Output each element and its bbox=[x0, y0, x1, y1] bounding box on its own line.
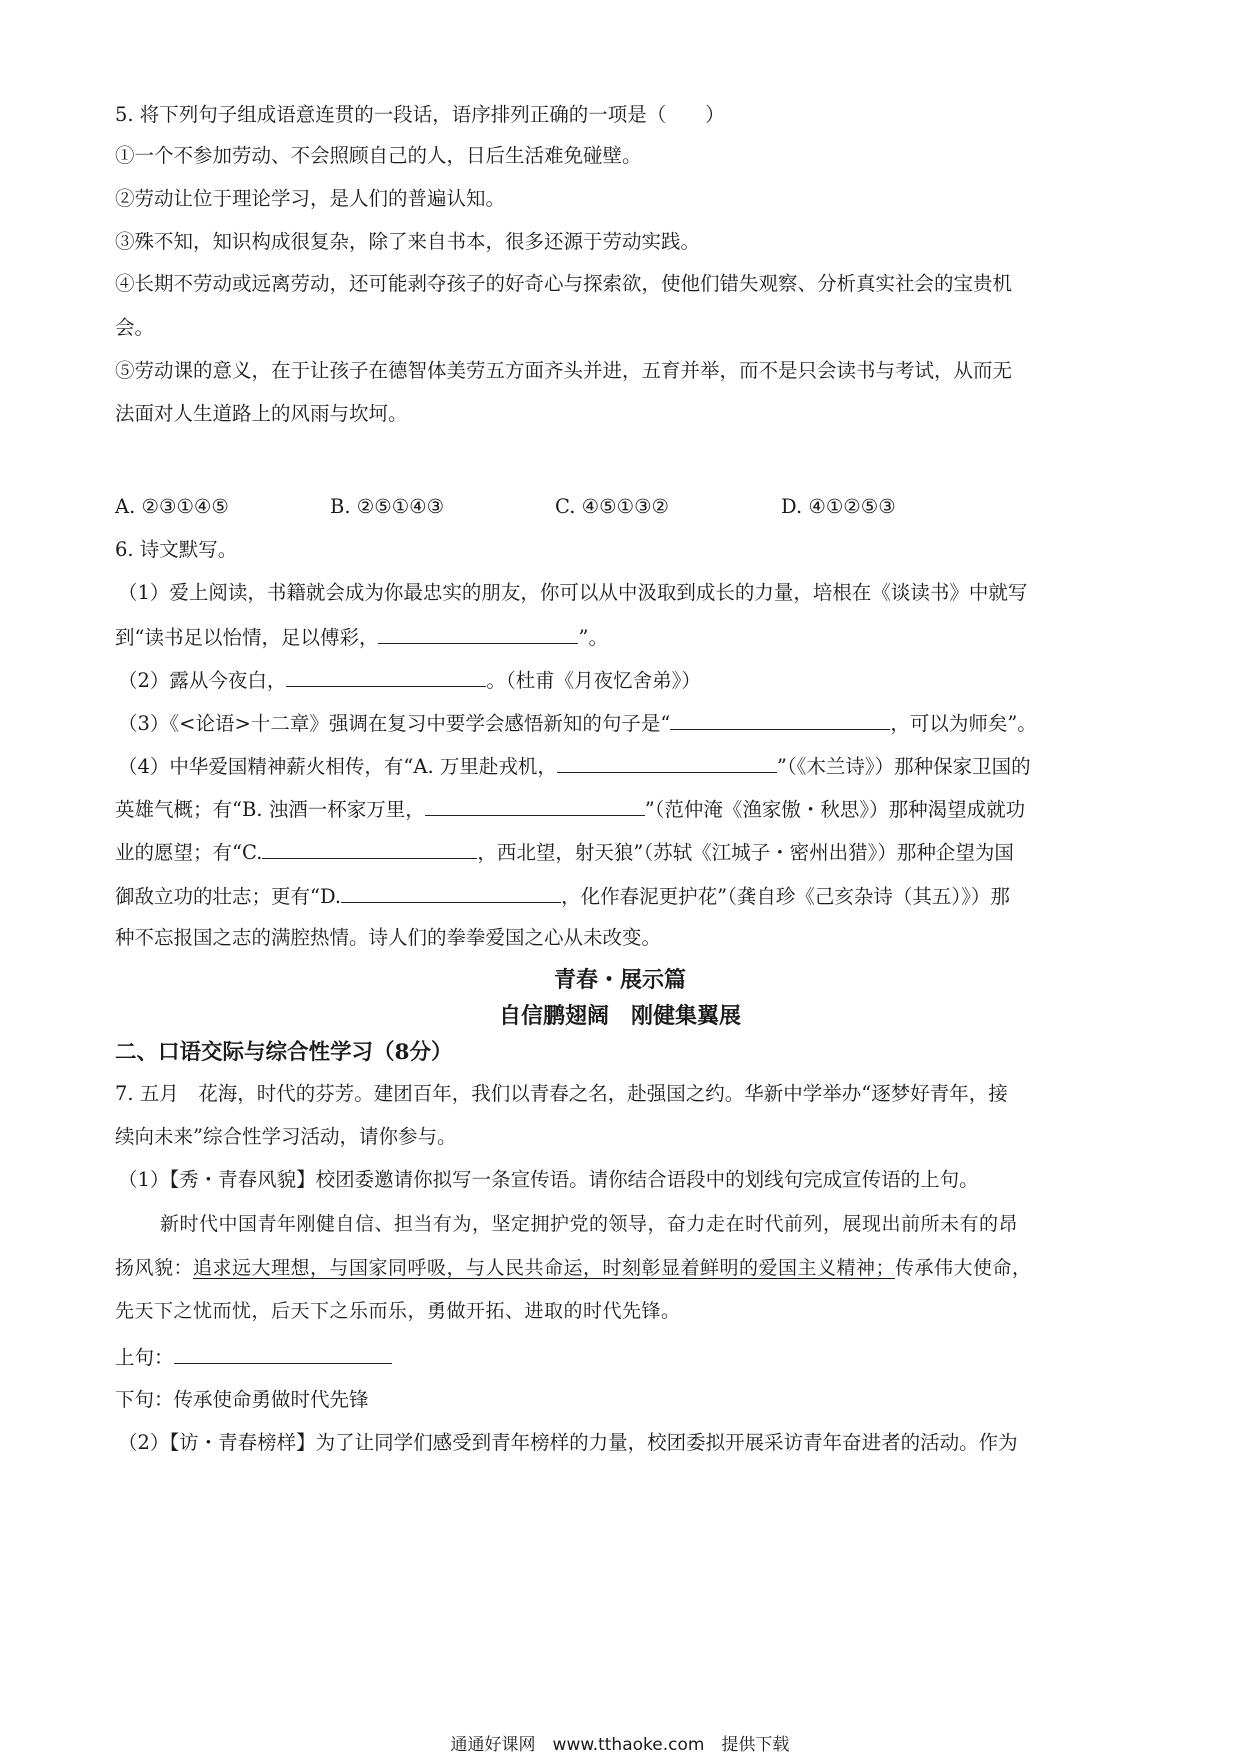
option-c[interactable]: C. ④⑤①③② bbox=[555, 495, 670, 518]
q7-stem-a: 7. 五月 花海，时代的芬芳。建团百年，我们以青春之名，赴强国之约。华新中学举办“逐梦好青年，接 bbox=[115, 1082, 1008, 1105]
answer-blank[interactable] bbox=[174, 1343, 392, 1364]
answer-blank[interactable] bbox=[378, 623, 578, 644]
q6-item-4a bbox=[118, 752, 1031, 780]
option-d[interactable]: D. ④①②⑤③ bbox=[781, 495, 896, 518]
q6-item-4d-prefix: 御敌立功的壮志；更有“D. bbox=[115, 885, 342, 908]
q5-sentence-5a: ⑤劳动课的意义，在于让孩子在德智体美劳五方面齐头并进，五育并举，而不是只会读书与考试，从而无 bbox=[115, 359, 1013, 382]
answer-blank[interactable] bbox=[286, 666, 486, 687]
q6-item-2 bbox=[118, 666, 701, 694]
q6-item-3-suffix: ，可以为师矣”。 bbox=[890, 712, 1037, 735]
lower-line: 下句：传承使命勇做时代先锋 bbox=[115, 1388, 369, 1411]
q6-item-4e: 种不忘报国之志的满腔热情。诗人们的拳拳爱国之心从未改变。 bbox=[115, 926, 662, 949]
upper-label: 上句： bbox=[115, 1346, 174, 1369]
q6-item-4c-prefix: 业的愿望；有“C. bbox=[115, 841, 263, 864]
q6-item-4b-prefix: 英雄气概；有“B. 浊酒一杯家万里， bbox=[115, 798, 425, 821]
q6-stem: 6. 诗文默写。 bbox=[115, 538, 238, 561]
q6-item-4c-suffix: ，西北望，射天狼”（苏轼《江城子・密州出猎》）那种企望为国 bbox=[477, 841, 1014, 864]
answer-blank[interactable] bbox=[425, 795, 645, 816]
q5-sentence-5b: 法面对人生道路上的风雨与坎坷。 bbox=[115, 402, 408, 425]
q6-item-1b-prefix: 到“读书足以怡情，足以傅彩， bbox=[115, 626, 379, 649]
upper-line bbox=[115, 1343, 392, 1371]
answer-blank[interactable] bbox=[557, 752, 777, 773]
underlined-sentence: 追求远大理想，与国家同呼吸，与人民共命运，时刻彰显着鲜明的爱国主义精神； bbox=[193, 1257, 896, 1279]
q5-sentence-2: ②劳动让位于理论学习，是人们的普遍认知。 bbox=[115, 187, 506, 210]
option-a[interactable]: A. ②③①④⑤ bbox=[115, 495, 229, 518]
q5-stem: 5. 将下列句子组成语意连贯的一段话，语序排列正确的一项是（ ） bbox=[115, 103, 725, 126]
quote-line-2 bbox=[115, 1255, 1032, 1281]
q6-item-1b-suffix: ”。 bbox=[578, 626, 608, 649]
option-b[interactable]: B. ②⑤①④③ bbox=[330, 495, 445, 518]
q6-item-4a-prefix: （4）中华爱国精神薪火相传，有“A. 万里赴戎机， bbox=[118, 755, 557, 778]
q6-item-4b bbox=[115, 795, 1025, 823]
answer-blank[interactable] bbox=[262, 838, 477, 859]
answer-blank[interactable] bbox=[670, 709, 890, 730]
q6-item-4c bbox=[115, 838, 1014, 866]
quote-prefix: 扬风貌： bbox=[115, 1257, 194, 1279]
answer-blank[interactable] bbox=[341, 882, 561, 903]
section-heading: 二、口语交际与综合性学习（8分） bbox=[115, 1040, 453, 1065]
q7-stem-b: 续向未来”综合性学习活动，请你参与。 bbox=[115, 1125, 457, 1148]
part-subheading: 自信鹏翅阔 刚健集翼展 bbox=[498, 1003, 741, 1029]
q6-item-2-prefix: （2）露从今夜白， bbox=[118, 669, 287, 692]
quote-suffix: 传承伟大使命， bbox=[895, 1257, 1032, 1279]
q6-item-4d bbox=[115, 882, 1010, 910]
q6-item-3 bbox=[118, 709, 1037, 737]
q6-item-3-prefix: （3）《<论语>十二章》强调在复习中要学会感悟新知的句子是“ bbox=[118, 712, 671, 735]
q6-item-4b-suffix: ”（范仲淹《渔家傲・秋思》）那种渴望成就功 bbox=[644, 798, 1026, 821]
footer-watermark: 通通好课网 www.tthaoke.com 提供下载 bbox=[450, 1735, 790, 1755]
q6-item-2-suffix: 。（杜甫《月夜忆舍弟》） bbox=[486, 669, 701, 692]
q5-sentence-4a: ④长期不劳动或远离劳动，还可能剥夺孩子的好奇心与探索欲，使他们错失观察、分析真实社会的宝贵机 bbox=[115, 272, 1013, 295]
part-heading: 青春・展示篇 bbox=[553, 967, 686, 993]
quote-line-1: 新时代中国青年刚健自信、担当有为，坚定拥护党的领导，奋力走在时代前列，展现出前所未有的昂 bbox=[160, 1213, 1019, 1235]
quote-line-3: 先天下之忧而忧，后天下之乐而乐，勇做开拓、进取的时代先锋。 bbox=[115, 1300, 681, 1322]
q7-item-1: （1）【秀・青春风貌】校团委邀请你拟写一条宣传语。请你结合语段中的划线句完成宣传语的上句。 bbox=[118, 1168, 979, 1191]
q5-sentence-1: ①一个不参加劳动、不会照顾自己的人，日后生活难免碰壁。 bbox=[115, 144, 642, 167]
q5-sentence-4b: 会。 bbox=[115, 316, 155, 339]
q6-item-4d-suffix: ，化作春泥更护花”（龚自珍《己亥杂诗（其五）》）那 bbox=[561, 885, 1010, 908]
q7-item-2: （2）【访・青春榜样】为了让同学们感受到青年榜样的力量，校团委拟开展采访青年奋进者的活动。作为 bbox=[118, 1431, 1018, 1454]
q5-sentence-3: ③殊不知，知识构成很复杂，除了来自书本，很多还源于劳动实践。 bbox=[115, 230, 701, 253]
q6-item-4a-suffix: ”（《木兰诗》）那种保家卫国的 bbox=[776, 755, 1031, 778]
q6-item-1b bbox=[115, 623, 608, 651]
q6-item-1a: （1）爱上阅读，书籍就会成为你最忠实的朋友，你可以从中汲取到成长的力量，培根在《谈读书》中就写 bbox=[118, 581, 1028, 604]
